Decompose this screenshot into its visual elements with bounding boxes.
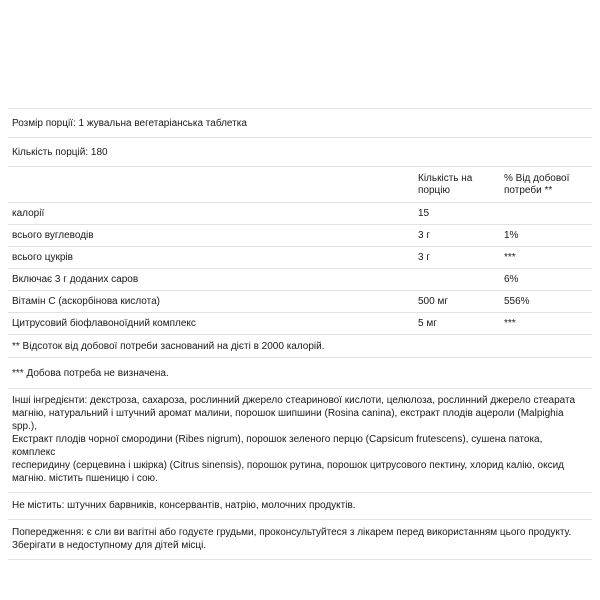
free-from-section [8, 493, 592, 519]
row-dv: *** [504, 318, 516, 329]
table-row [8, 225, 592, 246]
row-dv: 556% [504, 296, 530, 307]
servings-count-text: Кількість порцій: 180 [12, 146, 108, 158]
row-amount: 500 мг [418, 296, 448, 307]
row-name: всього вуглеводів [12, 230, 94, 241]
header-amount-line2: порцію [418, 184, 450, 196]
dv-not-established-text: *** Добова потреба не визначена. [12, 367, 169, 379]
dv-not-established-note [8, 358, 592, 388]
header-amount-line1: Кількість на [418, 172, 473, 184]
header-dv-line2: потреби ** [504, 184, 553, 196]
warning-section [8, 520, 592, 559]
row-dv: *** [504, 252, 516, 263]
ingredients-section [8, 389, 592, 492]
divider [8, 559, 592, 560]
row-amount: 3 г [418, 252, 430, 263]
ingredients-line: магнію, натуральний і штучний аромат малини, порошок шипшини (Rosina canina), екстракт плодів ацероли (Malpighia spp.), [12, 408, 564, 432]
warning-line: Попередження: є сли ви вагітні або годуєте грудьми, проконсультуйтеся з лікарем перед використанням цього продукту. [12, 527, 572, 538]
supplement-facts-panel [8, 108, 592, 560]
header-dv-line1: % Від добової [504, 172, 570, 184]
ingredients-line: Інші інгредієнти: декстроза, сахароза, рослинний джерело стеаринової кислоти, целюлоза, рослинний джерело стеарата [12, 395, 576, 406]
dv-basis-text: ** Відсоток від добової потреби заснований на дієті в 2000 калорій. [12, 340, 325, 352]
servings-count [8, 138, 592, 166]
free-from-text: Не містить: штучних барвників, консервантів, натрію, молочних продуктів. [12, 500, 356, 511]
table-row [8, 269, 592, 290]
row-name: калорії [12, 208, 45, 219]
row-dv: 6% [504, 274, 519, 285]
header-dv-cell [504, 173, 588, 197]
serving-size-text: Розмір порції: 1 жувальна вегетаріанська таблетка [12, 117, 247, 129]
header-amount-cell [418, 173, 504, 197]
table-row [8, 247, 592, 268]
ingredients-line: магнію. містить пшеницю і сою. [12, 473, 158, 484]
table-row [8, 203, 592, 224]
table-header [8, 167, 592, 202]
row-amount: 5 мг [418, 318, 437, 329]
warning-line: Зберігати в недоступному для дітей місці. [12, 540, 207, 551]
dv-basis-note [8, 335, 592, 357]
row-name: всього цукрів [12, 252, 73, 263]
row-amount: 15 [418, 208, 430, 219]
row-name: Вітамін C (аскорбінова кислота) [12, 296, 161, 307]
row-amount: 3 г [418, 230, 430, 241]
row-name: Цитрусовий біофлавоноїдний комплекс [12, 318, 196, 329]
table-row [8, 313, 592, 334]
ingredients-line: Екстракт плодів чорної смородини (Ribes nigrum), порошок зеленого перцю (Capsicum frutescens), сушена патока, комплекс [12, 434, 543, 458]
serving-size [8, 109, 592, 137]
row-dv: 1% [504, 230, 519, 241]
ingredients-line: гесперидину (серцевина і шкірка) (Citrus sinensis), порошок рутина, порошок цитрусового пектину, хлорид калію, оксид [12, 460, 564, 471]
table-row [8, 291, 592, 312]
row-name: Включає 3 г доданих саров [12, 274, 139, 285]
